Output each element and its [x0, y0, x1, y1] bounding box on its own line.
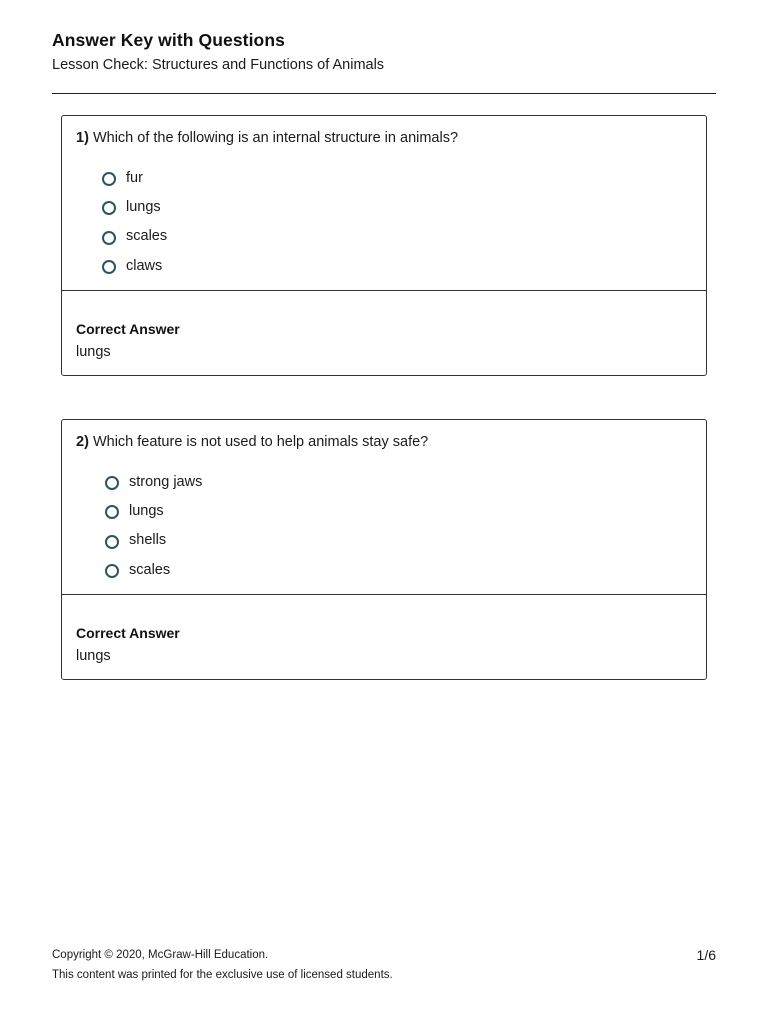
- correct-answer-value: lungs: [76, 344, 111, 360]
- correct-answer-heading: Correct Answer: [76, 321, 180, 337]
- question-text: [76, 128, 458, 148]
- option-item[interactable]: [102, 192, 167, 221]
- option-label: lungs: [129, 502, 164, 519]
- option-label: scales: [126, 228, 168, 245]
- option-item[interactable]: [105, 555, 202, 584]
- option-item[interactable]: [102, 222, 167, 251]
- correct-answer-section: [76, 623, 180, 666]
- answer-options: [105, 467, 202, 584]
- option-item[interactable]: [102, 251, 167, 280]
- option-label: claws: [126, 257, 163, 274]
- page-footer: [52, 946, 716, 984]
- question-prompt: Which of the following is an internal structure in animals?: [92, 130, 459, 146]
- option-label: shells: [129, 532, 167, 549]
- radio-icon[interactable]: [105, 476, 119, 490]
- question-card-2: [61, 419, 707, 680]
- answer-divider: [62, 594, 706, 595]
- correct-answer-section: [76, 319, 180, 362]
- correct-answer-heading: Correct Answer: [76, 625, 180, 641]
- document-header: [52, 28, 716, 75]
- answer-divider: [62, 290, 706, 291]
- option-label: scales: [129, 561, 171, 578]
- header-divider: [52, 93, 716, 94]
- radio-icon[interactable]: [102, 231, 116, 245]
- answer-options: [102, 163, 167, 280]
- correct-answer-value: lungs: [76, 648, 111, 664]
- question-prompt: Which feature is not used to help animals stay safe?: [92, 434, 429, 450]
- radio-icon[interactable]: [102, 260, 116, 274]
- option-item[interactable]: [105, 467, 202, 496]
- question-body: [62, 116, 706, 290]
- option-label: fur: [126, 169, 143, 186]
- question-number: 1): [76, 130, 89, 146]
- radio-icon[interactable]: [105, 564, 119, 578]
- question-card-1: [61, 115, 707, 376]
- question-number: 2): [76, 434, 89, 450]
- document-subtitle: Lesson Check: Structures and Functions of Animals: [52, 57, 385, 73]
- option-item[interactable]: [102, 163, 167, 192]
- page-number: 1/6: [696, 947, 716, 963]
- license-notice: This content was printed for the exclusive use of licensed students.: [52, 969, 393, 981]
- radio-icon[interactable]: [105, 535, 119, 549]
- option-item[interactable]: [105, 496, 202, 525]
- option-label: strong jaws: [129, 473, 203, 490]
- question-body: [62, 420, 706, 594]
- radio-icon[interactable]: [102, 201, 116, 215]
- radio-icon[interactable]: [105, 505, 119, 519]
- option-item[interactable]: [105, 526, 202, 555]
- radio-icon[interactable]: [102, 172, 116, 186]
- question-text: [76, 432, 428, 452]
- document-title: Answer Key with Questions: [52, 30, 285, 50]
- option-label: lungs: [126, 198, 161, 215]
- copyright-text: Copyright © 2020, McGraw-Hill Education.: [52, 949, 269, 961]
